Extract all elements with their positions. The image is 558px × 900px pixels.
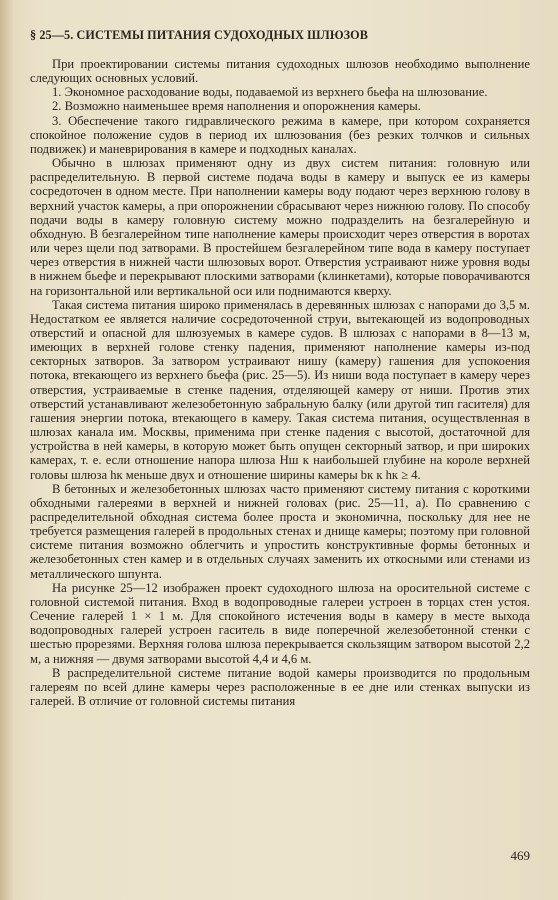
paragraph: 2. Возможно наименьшее время наполнения и опорожнения камеры.: [52, 99, 421, 114]
page-spine-shadow: [0, 0, 14, 900]
body-text: [30, 57, 530, 708]
paragraph: 3. Обеспечение такого гидравлического режима в камере, при котором сохраняется спокойное положение судов в период их шлюзования (без резких толчков и сильных подвижек) и маневрирования в камере и подходных каналах.: [30, 113, 530, 156]
paragraph: На рисунке 25—12 изображен проект судоходного шлюза на оросительной системе с головной системой питания. Вход в водопроводные галереи устроен в торцах стен устоя. Сечение галерей 1 × 1 м. Для спокойного истечения воды в камеру в месте выхода водопроводных галерей устроен гаситель в виде поперечной железобетонной стенки с шестью прорезями. Верхняя голова шлюза перекрывается скользящим затвором высотой 2,2 м, а нижняя — двумя затворами высотой 4,4 и 4,6 м.: [30, 580, 530, 666]
paragraph: 1. Экономное расходование воды, подаваемой из верхнего бьефа на шлюзование.: [52, 85, 488, 100]
section-heading: § 25—5. СИСТЕМЫ ПИТАНИЯ СУДОХОДНЫХ ШЛЮЗОВ: [30, 28, 368, 42]
paragraph: В бетонных и железобетонных шлюзах часто применяют систему питания с короткими обходными галереями в верхней и нижней головах (рис. 25—11, а). По сравнению с распределительной обходная система более проста и экономична, поскольку для нее не требуется размещения галерей в продольных стенах и днище камеры; поэтому при головной системе питания возможно облегчить и упростить конструктивные формы бетонных и железобетонных стен камер и в отдельных случаях заменить их откосными или стенами из металлического шпунта.: [30, 481, 530, 581]
paragraph: Обычно в шлюзах применяют одну из двух систем питания: головную или распределительную. В первой системе подача воды в камеру и выпуск ее из камеры сосредоточен в одном месте. При наполнении камеры воду подают через верхнюю голову в верхний участок камеры, а при опорожнении сбрасывают через нижнюю голову. По способу подачи воды в камеру головную систему можно подразделить на безгалерейную и обходную. В безгалерейном типе наполнение камеры происходит через отверстия в воротах или через щели под затворами. В простейшем безгалерейном типе вода в камеру поступает через отверстия в нижней части шлюзовых ворот. Отверстия устраивают ниже уровня воды в нижнем бьефе и перекрывают плоскими затворами (клинкетами), которые поворачиваются на горизонтальной или вертикальной оси или поднимаются кверху.: [30, 156, 530, 298]
paragraph: Такая система питания широко применялась в деревянных шлюзах с напорами до 3,5 м. Недостатком ее является наличие сосредоточенной струи, вытекающей из водопроводных отверстий и опасной для шлюзуемых в камере судов. В шлюзах с напорами в 8—13 м, имеющих в верхней голове стенку падения, применяют наполнение камеры из-под секторных затворов. За затвором устраивают нишу (камеру) гашения для успокоения потока, втекающего из верхнего бьефа (рис. 25—5). Из ниши вода поступает в камеру через отверстия, устраиваемые в стенке падения, отделяющей камеру от ниши. Против этих отверстий устанавливают железобетонную забральную балку (или другой тип гасителя) для гашения энергии потока, втекающего в камеру. Такая система питания, осуществленная в шлюзах канала им. Москвы, применима при стенке падения с высотой, достаточной для устройства в ней камеры, в которую может быть опущен секторный затвор, и при широких камерах, т. е. если отношение напора шлюза Hш к наибольшей глубине на короле верхней головы шлюза hк меньше двух и отношение ширины камеры bк к hк ≥ 4.: [30, 297, 530, 482]
paragraph: При проектировании системы питания судоходных шлюзов необходимо выполнение следующих основных условий.: [30, 57, 530, 86]
paragraph: В распределительной системе питание водой камеры производится по продольным галереям по всей длине камеры через расположенные в ее дне или стенках выпуски из галерей. В отличие от головной системы питания: [30, 665, 530, 709]
page-number: 469: [510, 848, 530, 863]
